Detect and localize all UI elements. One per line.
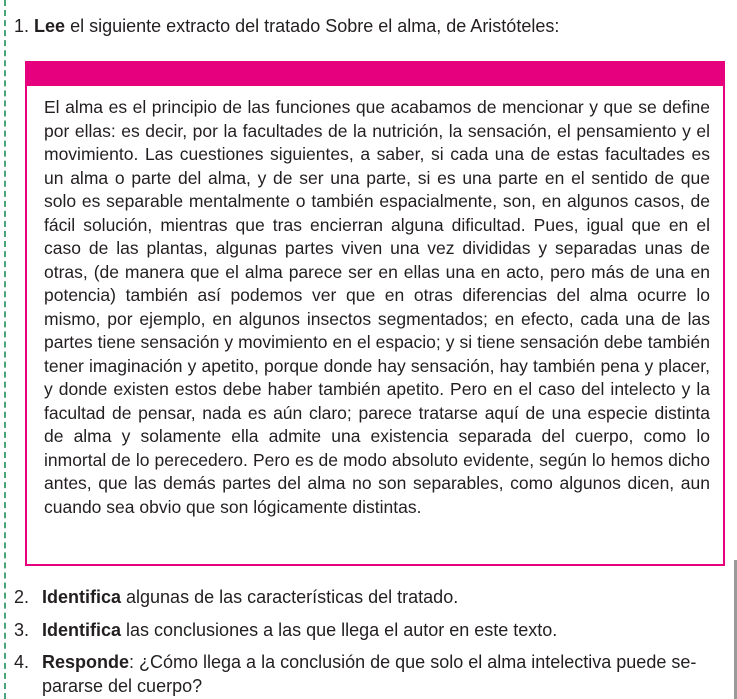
- margin-guide-line: [4, 0, 6, 699]
- instruction-1: [14, 14, 559, 38]
- question-2-body: [42, 585, 732, 609]
- quote-header-bar: [27, 63, 723, 86]
- question-2-number: 2.: [14, 587, 30, 607]
- question-4-text: : ¿Cómo llega a la conclusión de que solo el alma intelectiva puede separarse del cuerpo?: [42, 652, 697, 696]
- instruction-1-number: 1.: [14, 16, 30, 36]
- question-3-verb: Identifica: [42, 620, 122, 640]
- question-4-verb: Responde: [42, 652, 130, 672]
- question-4: [14, 650, 732, 698]
- question-4-body: [42, 650, 732, 698]
- question-4-number: 4.: [14, 652, 30, 672]
- question-2: [14, 585, 732, 609]
- question-2-text: algunas de las características del tratado.: [121, 587, 459, 607]
- question-3-number: 3.: [14, 620, 30, 640]
- question-3: [14, 618, 732, 642]
- quote-text: El alma es el principio de las funciones que acabamos de mencionar y que se define por ellas: es decir, por la facultades de la nutrición, la sensación, el pensamiento y el movimiento. Las cuestiones siguientes, a saber, si cada una de estas facultades es un alma o parte del alma, y de ser una parte, si es una parte en el sentido de que solo es separable mentalmente o también espacialmente, son, en algunos casos, de fácil solución, mientras que tras encierran alguna dificultad. Pues, igual que en el caso de las plantas, algunas partes viven una vez divididas y separadas unas de otras, (de manera que el alma parece ser en ellas una en acto, pero más de una en potencia) también así podemos ver que en otras diferencias del alma ocurre lo mismo, por ejemplo, en algunos insectos segmentados; en efecto, cada una de las partes tiene sensación y movimiento en el espacio; y si tiene sensación debe también tener imaginación y apetito, porque donde hay sensación, hay también pena y placer, y donde existen estos debe haber también apetito. Pero en el caso del intelecto y la facultad de pensar, nada es aún claro; parece tratarse aquí de una especie distinta de alma y solamente ella admite una existencia separada del cuerpo, como lo inmortal de lo perecedero. Pero es de modo absoluto evidente, según lo hemos dicho antes, que las demás partes del alma no son separables, como algunos dicen, aun cuando sea obvio que son lógicamente distintas.: [44, 97, 710, 517]
- question-2-verb: Identifica: [42, 587, 122, 607]
- quote-box: [25, 61, 725, 566]
- instruction-1-verb: Lee: [34, 16, 66, 36]
- question-3-text: las conclusiones a las que llega el autor en este texto.: [121, 620, 558, 640]
- question-3-body: [42, 618, 732, 642]
- instruction-1-text: el siguiente extracto del tratado Sobre el alma, de Aristóteles:: [65, 16, 560, 36]
